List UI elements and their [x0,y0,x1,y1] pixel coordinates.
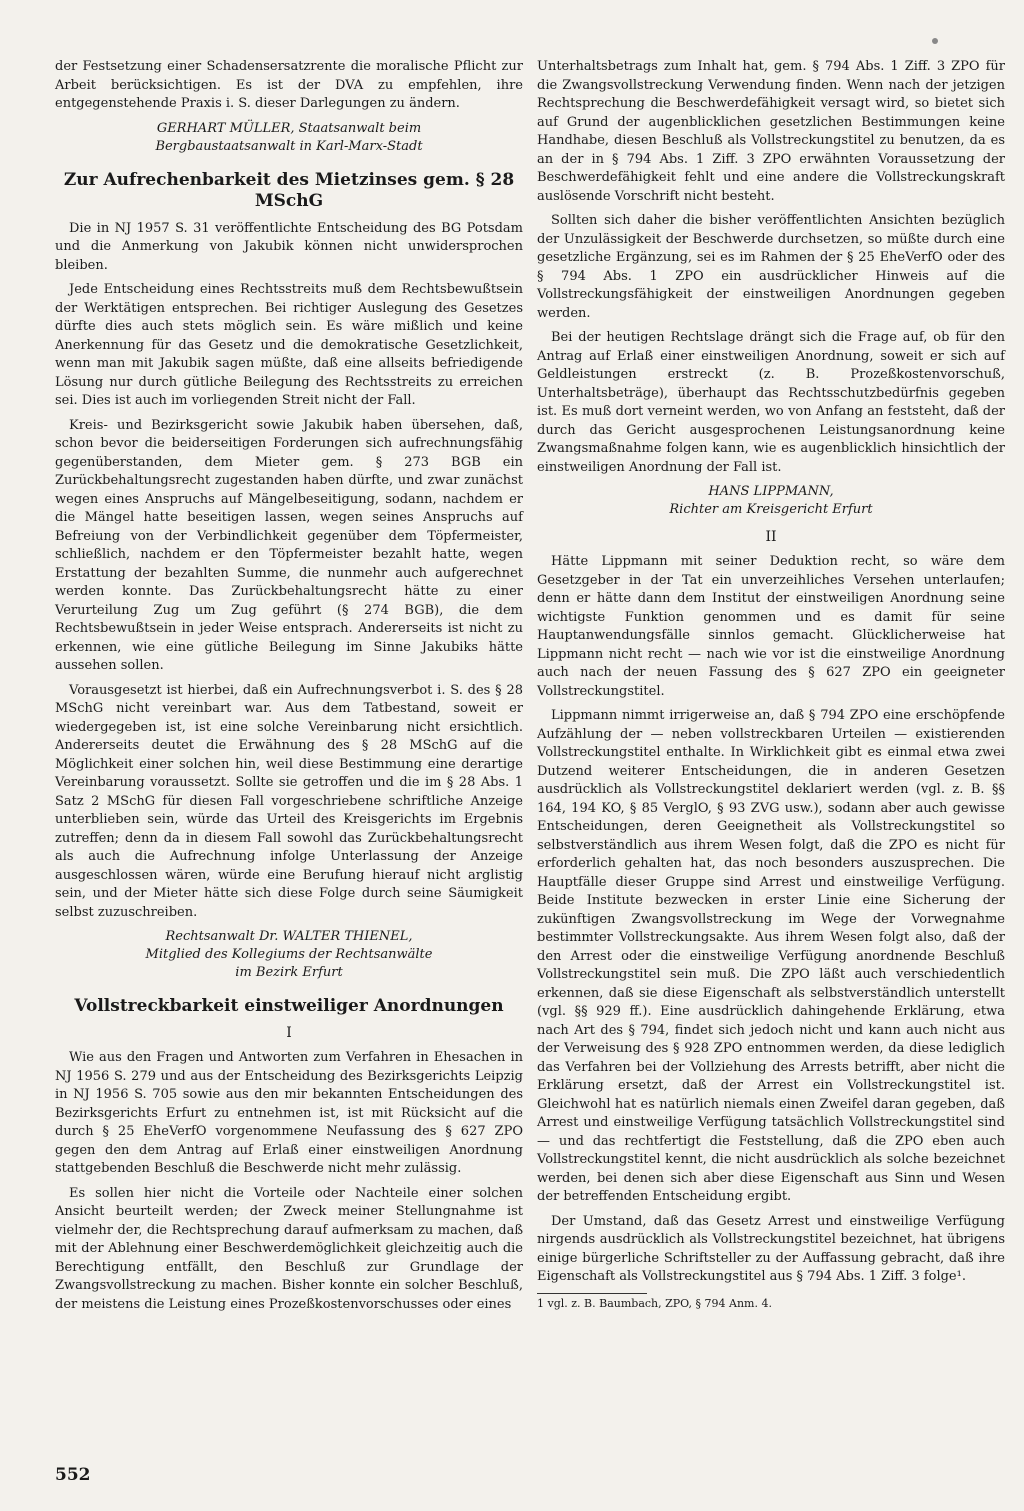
right-column [537,58,1005,1311]
signature-line: Rechtsanwalt Dr. WALTER THIENEL, [165,929,413,944]
paragraph: Der Umstand, daß das Gesetz Arrest und einstweilige Verfügung nirgends ausdrücklich als Vollstreckungstitel bezeichnet, hat übrigens einige bürgerliche Schriftsteller zu der Auffassung gebracht, daß ihre Eigenschaft als Vollstreckungstitel aus § 794 Abs. 1 Ziff. 3 folge¹. [537,1213,1005,1284]
paragraph: Jede Entscheidung eines Rechtsstreits muß dem Rechtsbewußtsein der Werktätigen entsprechen. Bei richtiger Auslegung des Gesetzes dürfte dies auch stets möglich sein. Es wäre mißlich und keine Anerkennung für das Gesetz und die demokratische Gesetzlichkeit, wenn man mit Jakubik sagen müßte, daß eine allseits befriedigende Lösung nur durch gütliche Beilegung des Rechtsstreits zu erreichen sei. Dies ist auch im vorliegenden Streit nicht der Fall. [55,282,523,408]
paragraph: Lippmann nimmt irrigerweise an, daß § 794 ZPO eine erschöpfende Aufzählung der — neben vollstreckbaren Urteilen — existierenden Vollstreckungstitel enthalte. In Wirklichkeit gibt es einmal etwa zwei Dutzend weiterer Entscheidungen, die in anderen Gesetzen ausdrücklich als Vollstreckungstitel deklariert werden (vgl. z. B. §§ 164, 194 KO, § 85 VerglO, § 93 ZVG usw.), sodann aber auch gewisse Entscheidungen, deren Geeignetheit als Vollstreckungstitel so selbstverständlich aus ihrem Wesen folgt, daß die ZPO es nicht für erforderlich gehalten hat, das noch besonders auszusprechen. Die Hauptfälle dieser Gruppe sind Arrest und einstweilige Verfügung. Beide Institute bezwecken in erster Linie eine Sicherung der zukünftigen Zwangsvollstreckung im Wege der Vorwegnahme bestimmter Vollstreckungsakte. Aus ihrem Wesen folgt also, daß der den Arrest oder die einstweilige Verfügung anordnende Beschluß Vollstreckungstitel sein muß. Die ZPO läßt auch verschiedentlich erkennen, daß sie diese Eigenschaft als selbstverständlich unterstellt (vgl. §§ 929 ff.). Eine ausdrücklich dahingehende Erklärung, etwa nach Art des § 794, findet sich jedoch nicht und kann auch nicht aus der Verweisung des § 928 ZPO entnommen werden, da diese lediglich das Verfahren bei der Vollziehung des Arrests betrifft, aber nicht die Erklärung ersetzt, daß der Arrest ein Vollstreckungstitel ist. Gleichwohl hat es natürlich niemals einen Zweifel daran gegeben, daß Arrest und einstweilige Verfügung tatsächlich Vollstreckungstitel sind — und das rechtfertigt die Feststellung, daß die ZPO eben auch Vollstreckungstitel kennt, die nicht ausdrücklich als solche bezeichnet werden, bei denen sich aber diese Eigenschaft aus Sinn und Wesen der betreffenden Entscheidung ergibt. [537,708,1005,1204]
paragraph: Es sollen hier nicht die Vorteile oder Nachteile einer solchen Ansicht beurteilt werden; der Zweck meiner Stellungnahme ist vielmehr der, die Rechtsprechung darauf aufmerksam zu machen, daß mit der Ablehnung einer Beschwerdemöglichkeit gleichzeitig auch die Berechtigung entfällt, den Beschluß zur Grundlage der Zwangsvollstreckung zu machen. Bisher konnte ein solcher Beschluß, der meistens die Leistung eines Prozeßkostenvorschusses oder eines [55,1185,523,1312]
footnote: 1 vgl. z. B. Baumbach, ZPO, § 794 Anm. 4. [537,1296,772,1310]
signature-line: HANS LIPPMANN, [708,484,834,499]
paragraph: Unterhaltsbetrags zum Inhalt hat, gem. § 794 Abs. 1 Ziff. 3 ZPO für die Zwangsvollstreckung Verwendung finden. Wenn nach der jetzigen Rechtsprechung die Beschwerdefähigkeit versagt wird, so bietet sich auf Grund der augenblicklichen gesetzlichen Bestimmungen keine Handhabe, diesen Beschluß als Vollstreckungstitel zu benutzen, da es an der in § 794 Abs. 1 Ziff. 3 ZPO erwähnten Voraussetzung der Beschwerdefähigkeit fehlt und eine andere die Vollstreckungskraft auslösende Vorschrift nicht besteht. [537,59,1005,204]
signature-line: Richter am Kreisgericht Erfurt [669,502,873,517]
signature-line: Mitglied des Kollegiums der Rechtsanwälte [145,947,433,962]
signature-line: GERHART MÜLLER, Staatsanwalt beim [156,120,422,136]
paragraph: Bei der heutigen Rechtslage drängt sich die Frage auf, ob für den Antrag auf Erlaß einer einstweiligen Anordnung, soweit er sich auf Geldleistungen erstreckt (z. B. Prozeßkostenvorschuß, Unterhaltsbeträge), überhaupt das Rechtsschutzbedürfnis gegeben ist. Es muß dort verneint werden, wo von Anfang an feststeht, daß der durch das Gericht ausgesprochenen Leistungsanordnung keine Zwangsmaßnahme folgen kann, wie es augenblicklich hinsichtlich der einstweiligen Anordnung der Fall ist. [537,330,1005,475]
signature-line: Bergbaustaatsanwalt in Karl-Marx-Stadt [155,138,423,154]
paragraph: Kreis- und Bezirksgericht sowie Jakubik haben übersehen, daß, schon bevor die beiderseitigen Forderungen sich aufrechnungsfähig gegenüberstanden, dem Mieter gem. § 273 BGB ein Zurückbehaltungsrecht zugestanden haben dürfte, und zwar zunächst wegen eines Anspruchs auf Mängelbeseitigung, sodann, nachdem er die Mängel hatte beseitigen lassen, wegen seines Anspruchs auf Befreiung von der Verbindlichkeit gegenüber dem Töpfermeister, schließlich, nachdem er den Töpfermeister bezahlt hatte, wegen Erstattung der bezahlten Summe, die nunmehr auch aufgerechnet werden konnte. Das Zurückbehaltungsrecht hätte zu einer Verurteilung Zug um Zug geführt (§ 274 BGB), die dem Rechtsbewußtsein in jeder Weise entsprach. Andererseits ist nicht zu erkennen, wie eine gütliche Beilegung im Sinne Jakubiks hätte aussehen sollen. [55,417,523,673]
paragraph: Sollten sich daher die bisher veröffentlichten Ansichten bezüglich der Unzulässigkeit der Beschwerde durchsetzen, so müßte durch eine gesetzliche Ergänzung, sei es im Rahmen der § 25 EheVerfO oder des § 794 Abs. 1 ZPO ein ausdrücklicher Hinweis auf die Vollstreckungsfähigkeit der einstweiligen Anordnungen gegeben werden. [537,213,1005,321]
section-number: II [765,529,777,545]
paragraph: Hätte Lippmann mit seiner Deduktion recht, so wäre dem Gesetzgeber in der Tat ein unverzeihliches Versehen unterlaufen; denn er hätte dann dem Institut der einstweiligen Anordnung seine wichtigste Funktion genommen und es damit für seine Hauptanwendungsfälle sinnlos gemacht. Glücklicherweise hat Lippmann nicht recht — nach wie vor ist die einstweilige Anordnung auch nach der neuen Fassung des § 627 ZPO ein geeigneter Vollstreckungstitel. [537,554,1005,699]
paragraph: Wie aus den Fragen und Antworten zum Verfahren in Ehesachen in NJ 1956 S. 279 und aus der Entscheidung des Bezirksgerichts Leipzig in NJ 1956 S. 705 sowie aus den mir bekannten Entscheidungen des Bezirksgerichts Erfurt zu entnehmen ist, ist mit Rücksicht auf die durch § 25 EheVerfO vorgenommene Neufassung des § 627 ZPO gegen den dem Antrag auf Erlaß einer einstweiligen Anordnung stattgebenden Beschluß die Beschwerde nicht mehr zulässig. [55,1050,523,1176]
article-heading: Vollstreckbarkeit einstweiliger Anordnungen [74,996,504,1016]
signature-line: im Bezirk Erfurt [235,965,343,980]
signature [55,120,523,156]
section-number: I [286,1025,292,1041]
signature [537,483,1005,519]
footnote-rule [537,1293,647,1294]
article-heading: Zur Aufrechenbarkeit des Mietzinses gem. § 28 MSchG [63,169,515,211]
paragraph: Vorausgesetzt ist hierbei, daß ein Aufrechnungsverbot i. S. des § 28 MSchG nicht vereinbart war. Aus dem Tatbestand, soweit er wiedergegeben ist, ist eine solche Vereinbarung nicht ersichtlich. Andererseits deutet die Erwähnung des § 28 MSchG auf die Möglichkeit einer solchen hin, weil diese Bestimmung eine derartige Vereinbarung voraussetzt. Sollte sie getroffen und die im § 28 Abs. 1 Satz 2 MSchG für diesen Fall vorgeschriebene schriftliche Anzeige unterblieben sein, würde das Urteil des Kreisgerichts im Ergebnis zutreffen; denn da in diesem Fall sowohl das Zurückbehaltungsrecht als auch die Aufrechnung infolge Unterlassung der Anzeige ausgeschlossen wären, würde eine Berufung hierauf nicht arglistig sein, und der Mieter hätte sich diese Folge durch seine Säumigkeit selbst zuzuschreiben. [55,682,523,920]
signature [55,928,523,982]
paragraph: der Festsetzung einer Schadensersatzrente die moralische Pflicht zur Arbeit berücksichtigen. Es ist der DVA zu empfehlen, ihre entgegenstehende Praxis i. S. dieser Darlegungen zu ändern. [55,59,523,111]
ink-dot [932,38,938,44]
page-number: 552 [55,1465,91,1485]
paragraph: Die in NJ 1957 S. 31 veröffentlichte Entscheidung des BG Potsdam und die Anmerkung von Jakubik können nicht unwidersprochen bleiben. [55,220,523,273]
left-column [55,58,523,1320]
